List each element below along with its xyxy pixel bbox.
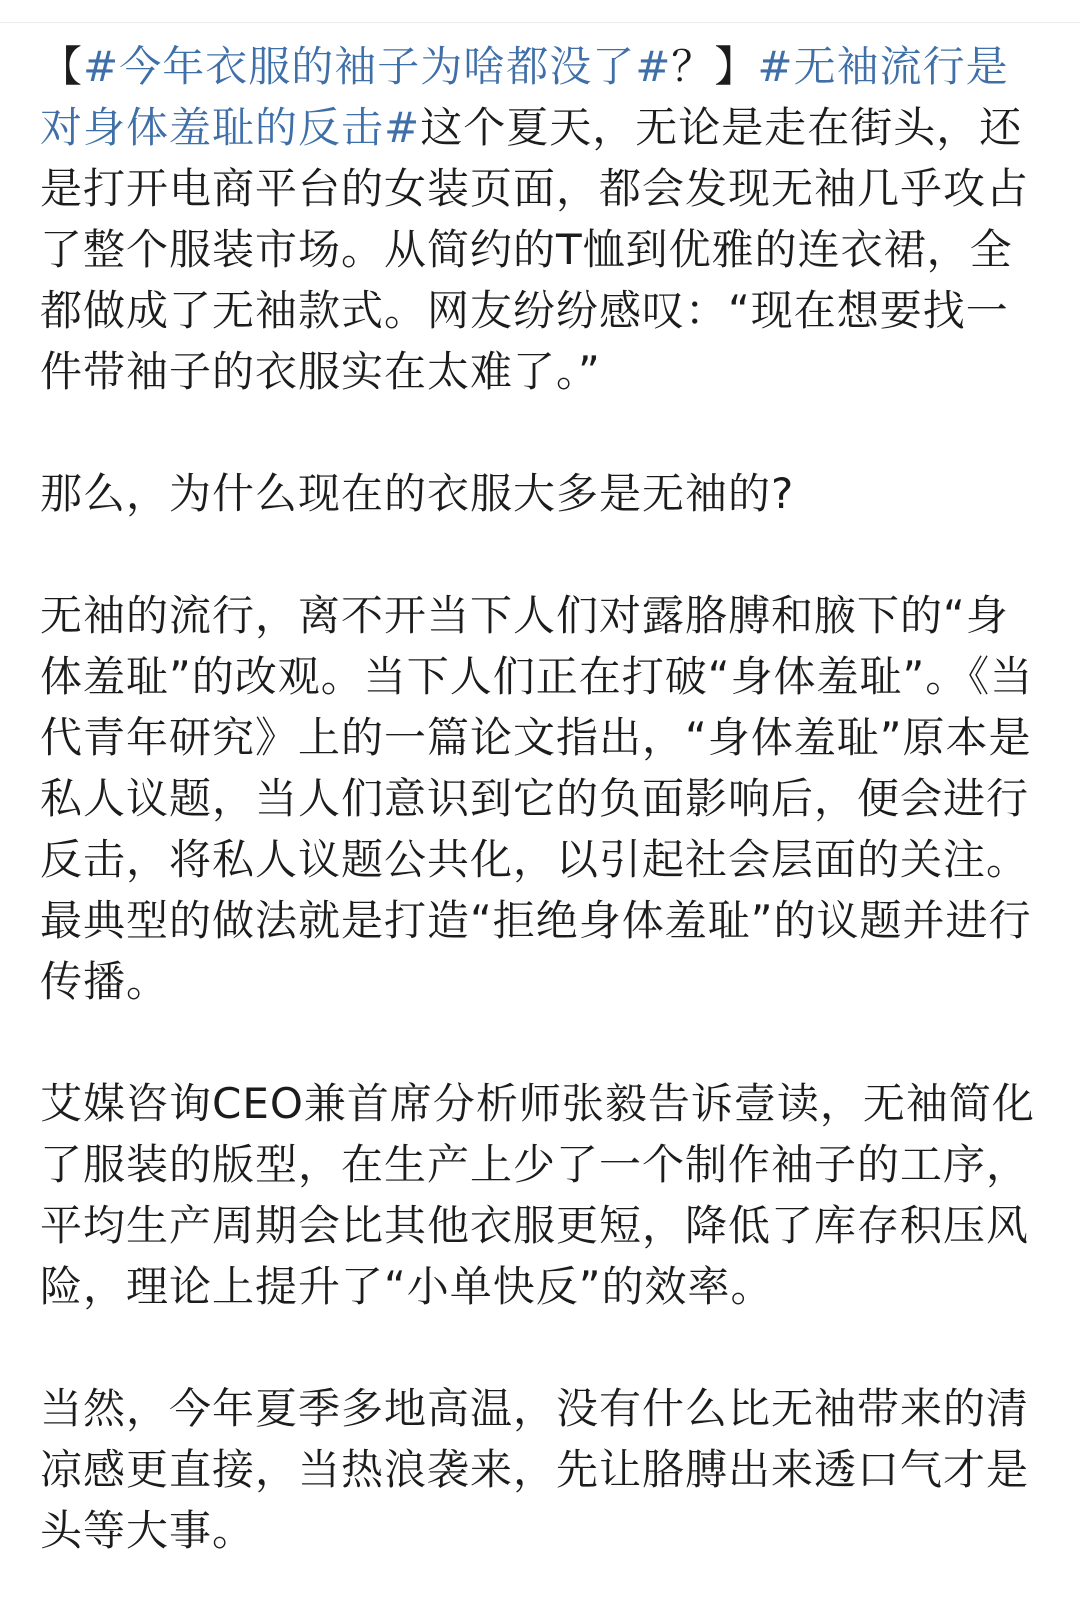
bracket-close: ？】 bbox=[671, 42, 758, 91]
intro-text: 这个夏天，无论是走在街头，还是打开电商平台的女装页面，都会发现无袖几乎攻占了整个服装市场。从简约的T恤到优雅的连衣裙，全都做成了无袖款式。网友纷纷感叹：“现在想要找一件带袖子的衣服实在太难了。” bbox=[40, 103, 1030, 396]
post-body bbox=[40, 36, 1040, 1622]
top-divider bbox=[0, 22, 1080, 23]
paragraph-production: 艾媒咨询CEO兼首席分析师张毅告诉壹读，无袖简化了服装的版型，在生产上少了一个制作袖子的工序，平均生产周期会比其他衣服更短，降低了库存积压风险，理论上提升了“小单快反”的效率。 bbox=[40, 1079, 1035, 1311]
topic-link-body-shame[interactable]: #无袖流行是对身体羞耻的反击# bbox=[40, 42, 1009, 152]
post-intro-paragraph bbox=[40, 36, 1040, 402]
bracket-open: 【 bbox=[40, 42, 84, 91]
paragraph-question: 那么，为什么现在的衣服大多是无袖的? bbox=[40, 469, 795, 518]
topic-link-sleeves[interactable]: #今年衣服的袖子为啥都没了# bbox=[83, 42, 672, 91]
paragraph-body-shame: 无袖的流行，离不开当下人们对露胳膊和腋下的“身体羞耻”的改观。当下人们正在打破“身体羞耻”。《当代青年研究》上的一篇论文指出，“身体羞耻”原本是私人议题，当人们意识到它的负面影响后，便会进行反击，将私人议题公共化，以引起社会层面的关注。最典型的做法就是打造“拒绝身体羞耻”的议题并进行传播。 bbox=[40, 591, 1034, 1006]
paragraph-summer-heat: 当然，今年夏季多地高温，没有什么比无袖带来的清凉感更直接，当热浪袭来，先让胳膊出来透口气才是头等大事。 bbox=[40, 1384, 1030, 1555]
